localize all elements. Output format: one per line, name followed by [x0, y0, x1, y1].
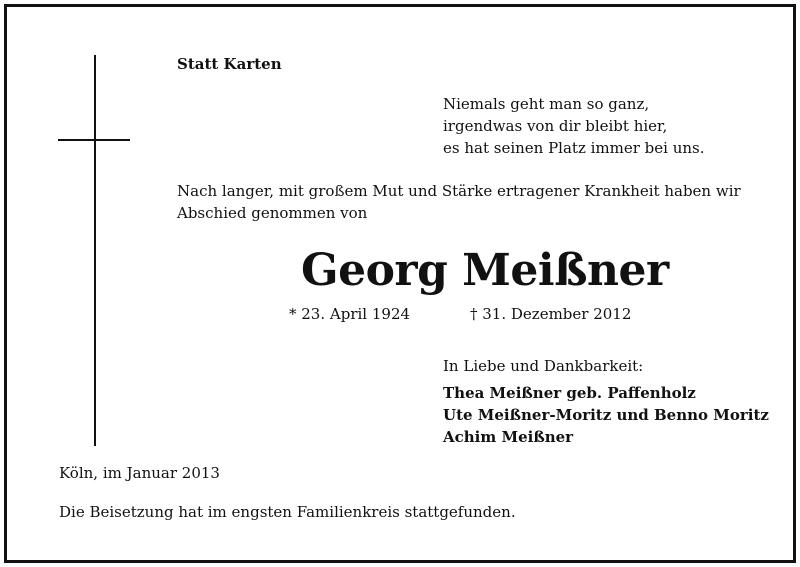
- intro-text: [177, 180, 741, 224]
- death-date: † 31. Dezember 2012: [470, 305, 632, 323]
- place-date: Köln, im Januar 2013: [59, 464, 220, 482]
- signatories: [443, 382, 769, 448]
- thanks-line: In Liebe und Dankbarkeit:: [443, 357, 644, 375]
- intro-line: Nach langer, mit großem Mut und Stärke ertragener Krankheit haben wir: [177, 182, 741, 200]
- cross-icon: [94, 55, 96, 446]
- poem-line: Niemals geht man so ganz,: [443, 95, 650, 113]
- burial-note: Die Beisetzung hat im engsten Familienkreis stattgefunden.: [59, 503, 516, 521]
- signatory: Ute Meißner-Moritz und Benno Moritz: [443, 406, 769, 424]
- obituary-card: [4, 4, 796, 563]
- poem: [443, 93, 705, 159]
- signatory: Achim Meißner: [443, 428, 574, 446]
- heading: Statt Karten: [177, 55, 282, 73]
- signatory: Thea Meißner geb. Paffenholz: [443, 384, 696, 402]
- intro-line: Abschied genommen von: [177, 204, 368, 222]
- poem-line: es hat seinen Platz immer bei uns.: [443, 139, 705, 157]
- cross-icon-bar: [58, 139, 130, 141]
- birth-date: * 23. April 1924: [289, 305, 411, 323]
- deceased-name: Georg Meißner: [301, 245, 669, 296]
- poem-line: irgendwas von dir bleibt hier,: [443, 117, 668, 135]
